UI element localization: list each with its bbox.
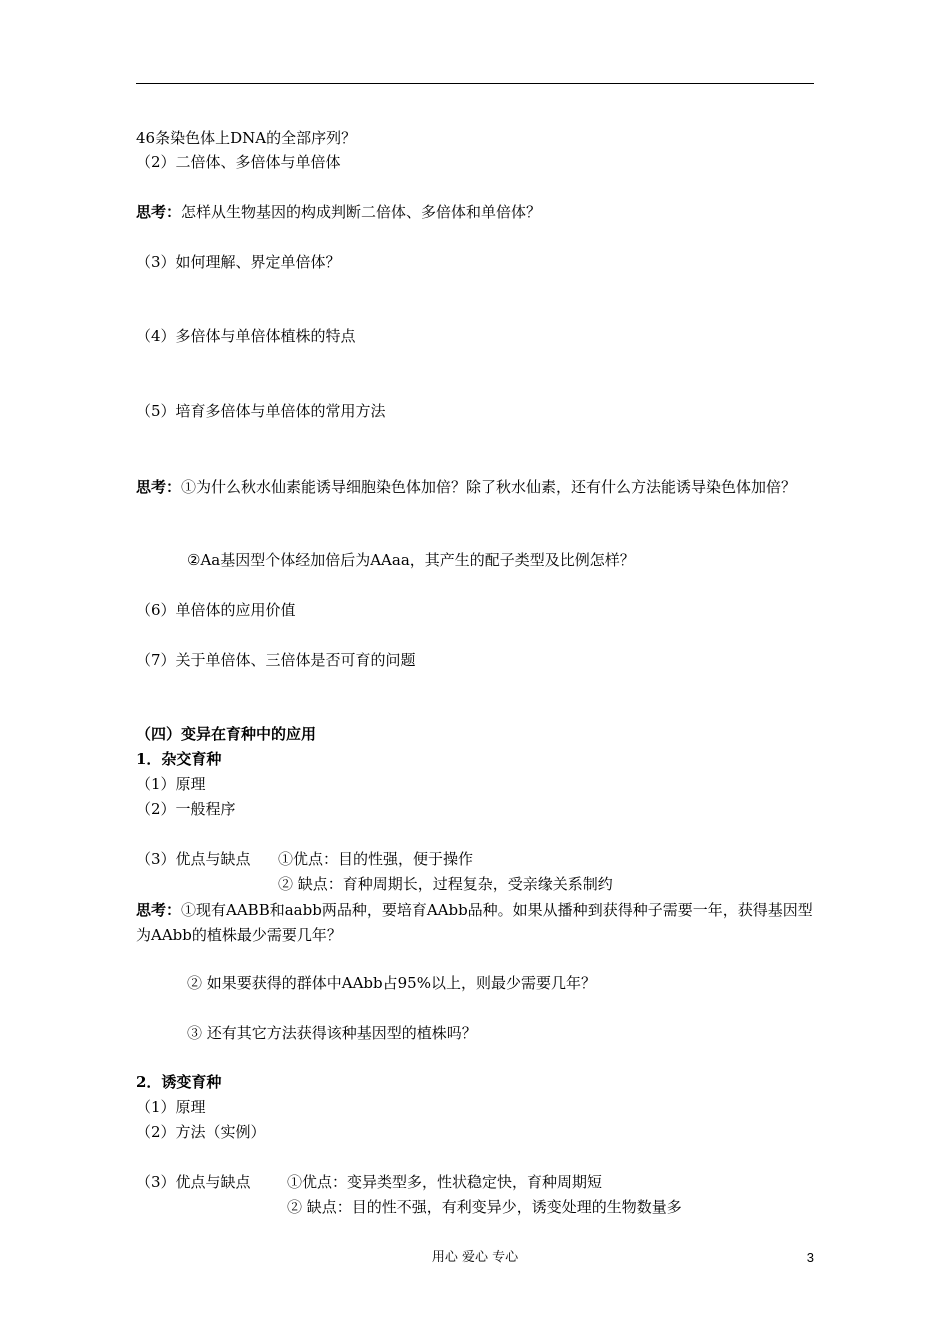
text-line: ②Aa基因型个体经加倍后为AAaa，其产生的配子类型及比例怎样？ [187, 551, 635, 569]
section-heading: （四）变异在育种中的应用 [136, 725, 317, 743]
think-paragraph [136, 475, 816, 500]
text-line: （6）单倍体的应用价值 [136, 601, 296, 619]
text-line: （3）如何理解、界定单倍体？ [136, 253, 341, 271]
think-label: 思考： [136, 478, 182, 496]
text-line: ② 如果要获得的群体中AAbb占95%以上，则最少需要几年？ [187, 974, 596, 992]
think-label: 思考： [136, 203, 182, 221]
think-text: ①现有AABB和aabb两品种，要培育AAbb品种。如果从播种到获得种子需要一年，获得基因型为AAbb的植株最少需要几年？ [136, 901, 813, 944]
think-text: 怎样从生物基因的构成判断二倍体、多倍体和单倍体？ [181, 203, 542, 221]
think-text: ①为什么秋水仙素能诱导细胞染色体加倍？除了秋水仙素，还有什么方法能诱导染色体加倍？ [181, 478, 797, 496]
text-line: 46条染色体上DNA的全部序列？ [136, 129, 357, 147]
page-number: 3 [806, 1250, 814, 1265]
text-line: （3）优点与缺点 [136, 1173, 251, 1191]
text-line: （2）方法（实例） [136, 1123, 266, 1141]
header-rule [136, 83, 814, 84]
subsection-heading: 1．杂交育种 [136, 750, 222, 768]
text-line: ② 缺点：育种周期长，过程复杂，受亲缘关系制约 [278, 875, 613, 893]
think-paragraph [136, 898, 816, 948]
text-line: （1）原理 [136, 775, 206, 793]
text-line: （1）原理 [136, 1098, 206, 1116]
text-line: ①优点：变异类型多，性状稳定快，育种周期短 [287, 1173, 603, 1191]
think-paragraph [136, 202, 541, 222]
page-footer: 用心 爱心 专心 [431, 1250, 519, 1265]
text-line: （4）多倍体与单倍体植株的特点 [136, 327, 356, 345]
text-line: ①优点：目的性强，便于操作 [278, 850, 474, 868]
text-line: （3）优点与缺点 [136, 850, 251, 868]
text-line: ③ 还有其它方法获得该种基因型的植株吗？ [187, 1024, 477, 1042]
think-label: 思考： [136, 901, 182, 919]
text-line: ② 缺点：目的性不强，有利变异少，诱变处理的生物数量多 [287, 1198, 682, 1216]
text-line: （2）二倍体、多倍体与单倍体 [136, 153, 341, 171]
text-line: （2）一般程序 [136, 800, 236, 818]
subsection-heading: 2．诱变育种 [136, 1073, 222, 1091]
text-line: （7）关于单倍体、三倍体是否可育的问题 [136, 651, 416, 669]
text-line: （5）培育多倍体与单倍体的常用方法 [136, 402, 386, 420]
